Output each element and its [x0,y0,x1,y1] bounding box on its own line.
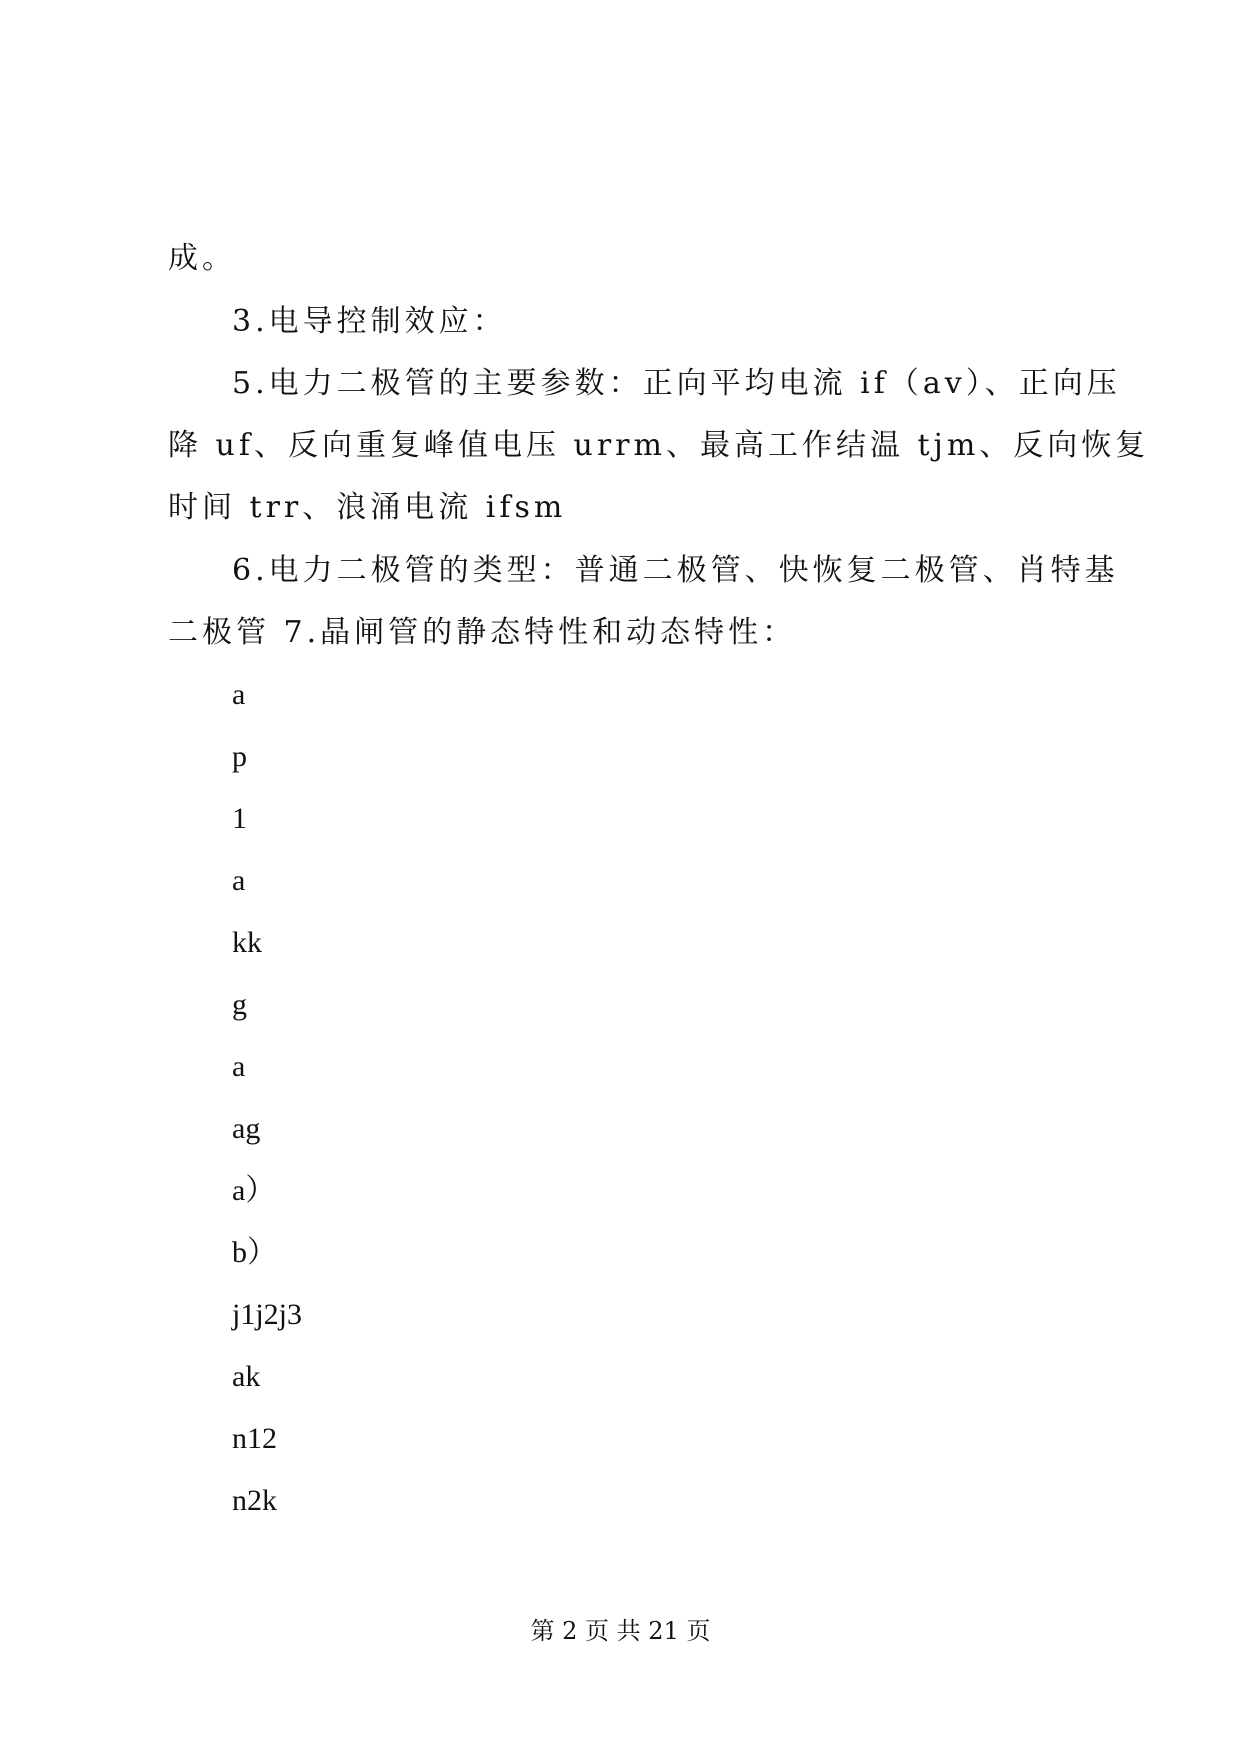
figure-label: j1j2j3 [232,1298,303,1331]
text-line-6: 6.电力二极管的类型：普通二极管、快恢复二极管、肖特基 [232,553,1119,588]
figure-label: p [232,740,247,773]
text-line-1: 成。 [168,241,236,276]
text-line-3: 5.电力二极管的主要参数：正向平均电流 if（av）、正向压 [232,366,1121,401]
figure-label: b） [232,1236,277,1269]
figure-label: ak [232,1360,261,1393]
text-line-5: 时间 trr、浪涌电流 ifsm [168,490,567,525]
figure-label: ag [232,1112,261,1145]
text-line-4: 降 uf、反向重复峰值电压 urrm、最高工作结温 tjm、反向恢复 [168,428,1150,463]
text-line-7: 二极管 7.晶闸管的静态特性和动态特性： [168,615,797,650]
figure-label: 1 [232,802,247,835]
figure-label: kk [232,926,262,959]
page-footer: 第 2 页 共 21 页 [530,1617,711,1645]
figure-label: n12 [232,1422,277,1455]
figure-label: n2k [232,1484,277,1517]
figure-label: a [232,1050,246,1083]
figure-label: a） [232,1174,276,1207]
figure-label: g [232,988,247,1021]
figure-label: a [232,864,246,897]
figure-label: a [232,678,246,711]
text-line-2: 3.电导控制效应： [232,304,507,339]
